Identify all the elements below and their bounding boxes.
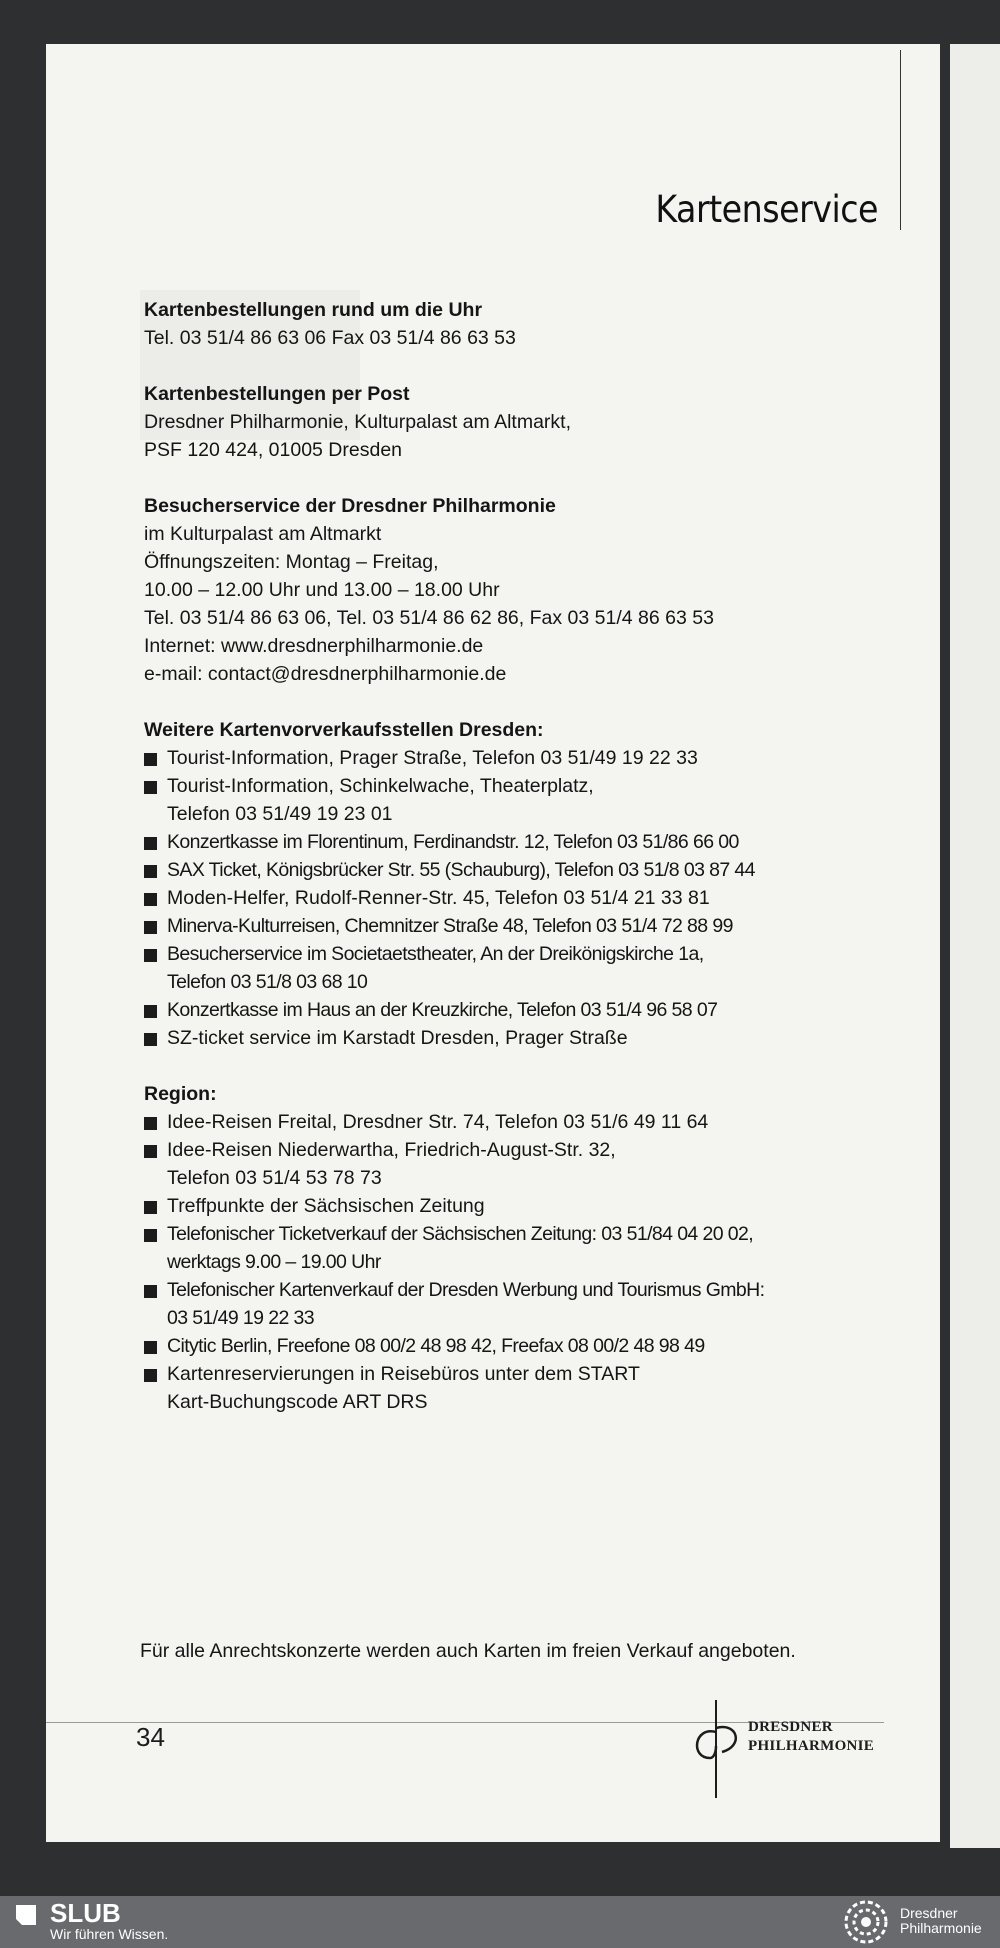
slub-tagline: Wir führen Wissen. [50, 1926, 169, 1942]
page-number: 34 [136, 1722, 165, 1752]
list-item [144, 1276, 884, 1332]
list-item-text: Telefonischer Kartenverkauf der Dresden Werbung und Tourismus GmbH: [167, 1279, 765, 1301]
slub-square-icon[interactable] [14, 1903, 38, 1927]
slub-logo-name[interactable]: SLUB [50, 1898, 121, 1928]
list-item [144, 828, 884, 856]
list-item-text: Kart-Buchungscode ART DRS [167, 1391, 428, 1413]
list-item [144, 1360, 884, 1416]
list-item-text: Konzertkasse im Florentinum, Ferdinandstr. 12, Telefon 03 51/86 66 00 [167, 831, 739, 853]
logo-line-1: DRESDNER [748, 1719, 833, 1735]
list-item-text: Telefon 03 51/49 19 23 01 [167, 803, 393, 825]
list-item-text: Telefon 03 51/4 53 78 73 [167, 1167, 382, 1189]
dp-label-line-1: Dresdner [900, 1905, 958, 1921]
list-item [144, 1108, 884, 1136]
list-item [144, 1136, 884, 1192]
section-line: im Kulturpalast am Altmarkt [144, 523, 382, 545]
list-item [144, 884, 884, 912]
list-item [144, 912, 884, 940]
list-item-text: Tourist-Information, Prager Straße, Telefon 03 51/49 19 22 33 [167, 747, 698, 769]
section-line: Tel. 03 51/4 86 63 06 Fax 03 51/4 86 63 53 [144, 327, 516, 349]
logo-line-2: PHILHARMONIE [748, 1738, 875, 1754]
list-item [144, 996, 884, 1024]
list-item-text: SZ-ticket service im Karstadt Dresden, Prager Straße [167, 1027, 628, 1049]
list-item-text: Besucherservice im Societaetstheater, An der Dreikönigskirche 1a, [167, 943, 704, 965]
section-line: Tel. 03 51/4 86 63 06, Tel. 03 51/4 86 62 86, Fax 03 51/4 86 63 53 [144, 607, 714, 629]
section-line: Dresdner Philharmonie, Kulturpalast am Altmarkt, [144, 411, 572, 433]
list-item-text: Kartenreservierungen in Reisebüros unter dem START [167, 1363, 640, 1385]
list-item-text: Moden-Helfer, Rudolf-Renner-Str. 45, Telefon 03 51/4 21 33 81 [167, 887, 710, 909]
next-page-edge [950, 44, 1000, 1848]
section-heading: Kartenbestellungen per Post [144, 383, 410, 405]
section-line: Öffnungszeiten: Montag – Freitag, [144, 551, 439, 573]
list-item [144, 744, 884, 772]
list-item-text: werktags 9.00 – 19.00 Uhr [167, 1251, 381, 1273]
email-line: e-mail: contact@dresdnerphilharmonie.de [144, 663, 507, 685]
section-line: PSF 120 424, 01005 Dresden [144, 439, 403, 461]
footer-note: Für alle Anrechtskonzerte werden auch Karten im freien Verkauf angeboten. [140, 1640, 796, 1662]
list-item [144, 1192, 884, 1220]
list-item-text: Telefon 03 51/8 03 68 10 [167, 971, 368, 993]
section-heading: Besucherservice der Dresdner Philharmonie [144, 495, 556, 517]
list-item-text: Telefonischer Ticketverkauf der Sächsischen Zeitung: 03 51/84 04 20 02, [167, 1223, 754, 1245]
page-gutter-line [900, 50, 901, 230]
list-item [144, 1024, 884, 1052]
list-item [144, 1332, 884, 1360]
website-line: Internet: www.dresdnerphilharmonie.de [144, 635, 484, 657]
list-item-text: Minerva-Kulturreisen, Chemnitzer Straße 48, Telefon 03 51/4 72 88 99 [167, 915, 733, 937]
philharmonie-logo-text [748, 1718, 874, 1756]
list-item-text: SAX Ticket, Königsbrücker Str. 55 (Schauburg), Telefon 03 51/8 03 87 44 [167, 859, 755, 881]
list-item-text: Citytic Berlin, Freefone 08 00/2 48 98 42, Freefax 08 00/2 48 98 49 [167, 1335, 705, 1357]
region-heading: Region: [144, 1083, 217, 1105]
dresdner-philharmonie-label[interactable] [900, 1906, 982, 1936]
list-item [144, 940, 884, 996]
list-item-text: Konzertkasse im Haus an der Kreuzkirche, Telefon 03 51/4 96 58 07 [167, 999, 718, 1021]
dresdner-philharmonie-emblem-icon[interactable] [842, 1899, 890, 1945]
list-item-text: Idee-Reisen Freital, Dresdner Str. 74, Telefon 03 51/6 49 11 64 [167, 1111, 709, 1133]
vorverkauf-heading: Weitere Kartenvorverkaufsstellen Dresden: [144, 719, 544, 741]
ticket-info-content [144, 296, 884, 1416]
section-line: 10.00 – 12.00 Uhr und 13.00 – 18.00 Uhr [144, 579, 500, 601]
list-item [144, 856, 884, 884]
dp-label-line-2: Philharmonie [900, 1920, 982, 1936]
list-item [144, 772, 884, 828]
list-item-text: Treffpunkte der Sächsischen Zeitung [167, 1195, 485, 1217]
list-item [144, 1220, 884, 1276]
page-title: Kartenservice [655, 188, 878, 231]
list-item-text: Idee-Reisen Niederwartha, Friedrich-August-Str. 32, [167, 1139, 616, 1161]
list-item-text: 03 51/49 19 22 33 [167, 1307, 315, 1329]
list-item-text: Tourist-Information, Schinkelwache, Theaterplatz, [167, 775, 594, 797]
section-heading: Kartenbestellungen rund um die Uhr [144, 299, 483, 321]
